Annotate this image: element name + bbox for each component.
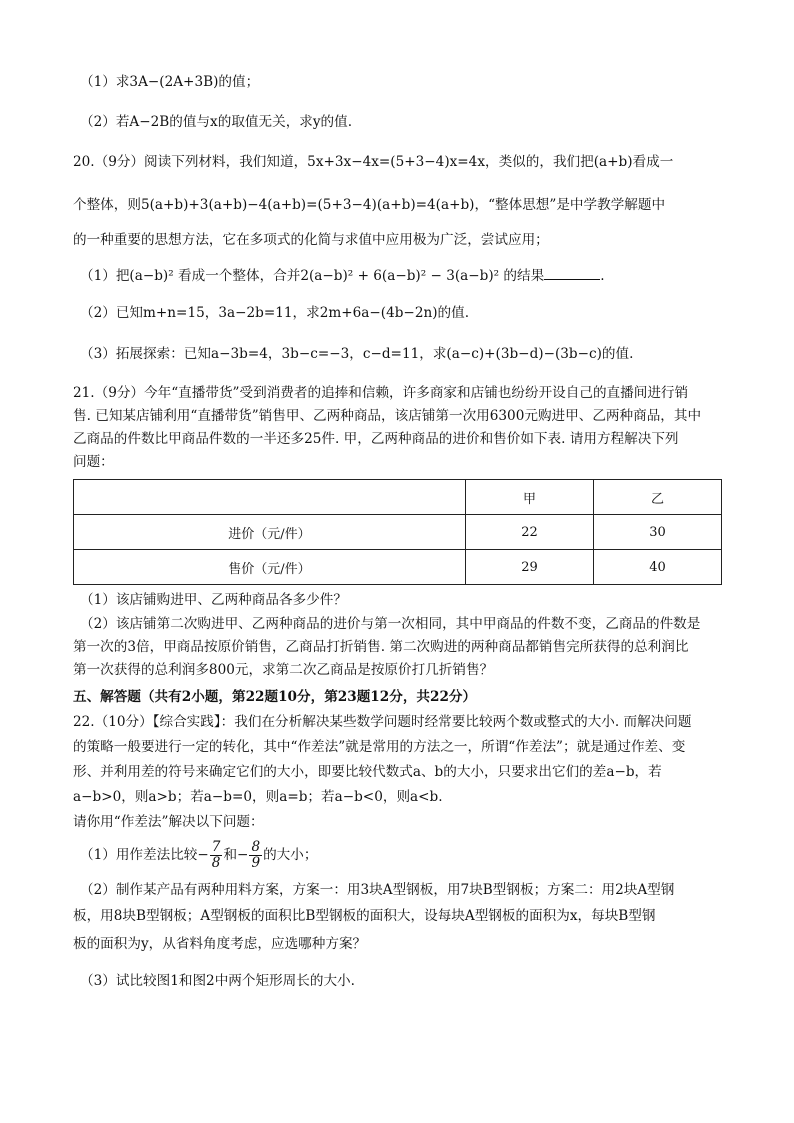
q22-text-line4: a−b>0，则a>b；若a−b=0，则a=b；若a−b<0，则a<b. — [73, 789, 443, 805]
table-cell: 40 — [594, 550, 722, 585]
answer-blank — [544, 265, 600, 280]
q22-part2-line1: （2）制作某产品有两种用料方案，方案一：用3块A型钢板，用7块B型钢板；方案二：用2块A型钢 — [80, 882, 675, 898]
q21-part1: （1）该店铺购进甲、乙两种商品各多少件？ — [80, 592, 347, 608]
q20-part1-text: （1）把(a−b)² 看成一个整体，合并2(a−b)² + 6(a−b)² − 3(a−b)² 的结果 — [80, 268, 545, 284]
table-header-row — [74, 480, 722, 515]
q21-part2-line3: 第一次获得的总利润多800元，求第二次乙商品是按原价打几折销售？ — [73, 662, 494, 678]
fraction-7-8 — [210, 840, 223, 871]
q20-part1-end: . — [600, 268, 605, 284]
q20-part3: （3）拓展探索：已知a−3b=4，3b−c=−3，c−d=11，求(a−c)+(3b−d)−(3b−c)的值. — [80, 346, 634, 362]
table-header-cell: 甲 — [466, 480, 594, 515]
fraction-numerator: 8 — [251, 839, 261, 855]
q22-part3: （3）试比较图1和图2中两个矩形周长的大小. — [80, 973, 355, 989]
table-header-cell: 乙 — [594, 480, 722, 515]
table-cell: 进价（元/件） — [74, 515, 466, 550]
q21-text-line2: 售. 已知某店铺利用“直播带货”销售甲、乙两种商品，该店铺第一次用6300元购进甲、乙两种商品，其中 — [73, 408, 702, 424]
q22-part2-line2: 板，用8块B型钢板；A型钢板的面积比B型钢板的面积大，设每块A型钢板的面积为x，每块B型钢 — [73, 908, 656, 924]
q22-text-line3: 形、并利用差的符号来确定它们的大小，即要比较代数式a、b的大小，只要求出它们的差a−b，若 — [73, 764, 662, 780]
q22-part1 — [80, 838, 317, 872]
q22-text-line5: 请你用“作差法”解决以下问题： — [73, 814, 264, 830]
q20-text-line2: 个整体，则5(a+b)+3(a+b)−4(a+b)=(5+3−4)(a+b)=4(a+b)，“整体思想”是中学教学解题中 — [73, 197, 666, 213]
q22-part1-mid: 和− — [223, 847, 249, 863]
q21-part2-line2: 第一次的3倍，甲商品按原价销售，乙商品打折销售. 第二次购进的两种商品都销售完所获得的总利润比 — [73, 639, 689, 655]
table-cell: 29 — [466, 550, 594, 585]
q22-text-line1: 22.（10分）【综合实践】：我们在分析解决某些数学问题时经常要比较两个数或整式的大小. 而解决问题 — [73, 714, 692, 730]
table-header-cell — [74, 480, 466, 515]
q21-text-line3: 乙商品的件数比甲商品件数的一半还多25件. 甲，乙两种商品的进价和售价如下表. 请用方程解决下列 — [73, 431, 679, 447]
q22-part2-line3: 板的面积为y，从省料角度考虑，应选哪种方案？ — [73, 936, 367, 952]
table-cell: 售价（元/件） — [74, 550, 466, 585]
table-row — [74, 550, 722, 585]
q22-part1-post: 的大小； — [263, 847, 318, 863]
table-cell: 30 — [594, 515, 722, 550]
fraction-numerator: 7 — [211, 839, 221, 855]
q21-part2-line1: （2）该店铺第二次购进甲、乙两种商品的进价与第一次相同，其中甲商品的件数不变，乙商品的件数是 — [80, 616, 701, 632]
q20-text-line3: 的一种重要的思想方法，它在多项式的化简与求值中应用极为广泛，尝试应用； — [73, 232, 549, 248]
section-title: 五、解答题（共有2小题，第22题10分，第23题12分，共22分） — [73, 689, 477, 705]
q22-text-line2: 的策略一般要进行一定的转化，其中“作差法”就是常用的方法之一，所谓“作差法”；就是通过作差、变 — [73, 739, 686, 755]
q19-part1: （1）求3A−(2A+3B)的值； — [80, 74, 260, 90]
q19-part2: （2）若A−2B的值与x的取值无关，求y的值. — [80, 114, 353, 130]
table-cell: 22 — [466, 515, 594, 550]
fraction-denominator: 9 — [251, 855, 261, 871]
fraction-denominator: 8 — [211, 855, 221, 871]
q20-part1 — [80, 265, 605, 286]
table-row — [74, 515, 722, 550]
fraction-8-9 — [249, 840, 262, 871]
q22-part1-pre: （1）用作差法比较− — [80, 847, 209, 863]
q21-text-line4: 问题： — [73, 454, 114, 470]
price-table — [73, 479, 722, 585]
q20-text-line1: 20.（9分）阅读下列材料，我们知道，5x+3x−4x=(5+3−4)x=4x，类似的，我们把(a+b)看成一 — [73, 154, 674, 170]
q20-part2: （2）已知m+n=15，3a−2b=11，求2m+6a−(4b−2n)的值. — [80, 305, 470, 321]
q21-text-line1: 21.（9分）今年“直播带货”受到消费者的追捧和信赖，许多商家和店铺也纷纷开设自己的直播间进行销 — [73, 385, 689, 401]
